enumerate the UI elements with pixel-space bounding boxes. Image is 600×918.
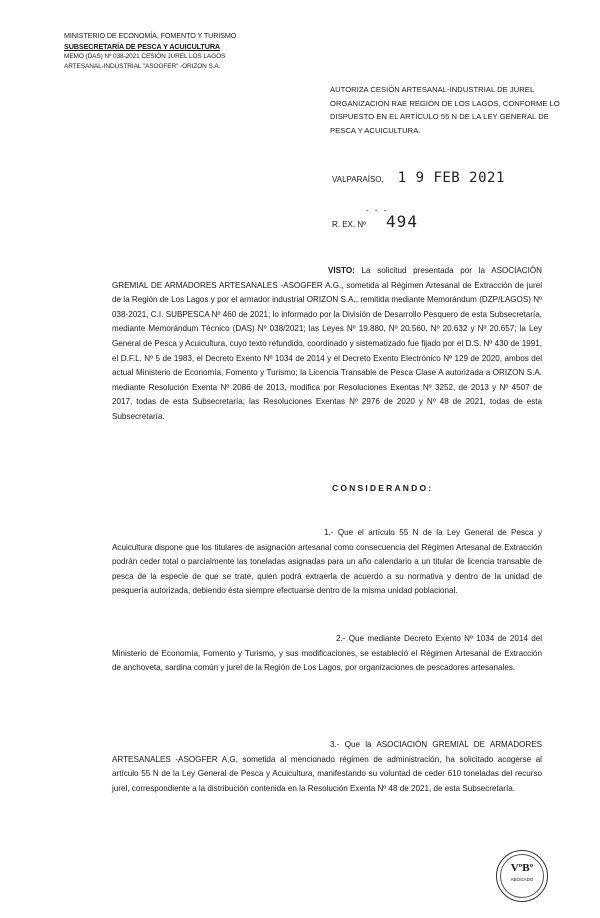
date-stamp: 1 9 FEB 2021 <box>397 170 505 186</box>
seal-subtext: ABOGADO <box>510 877 534 882</box>
date-line <box>332 170 505 186</box>
subsecretaria-name: SUBSECRETARÍA DE PESCA Y ACUICULTURA <box>64 42 220 51</box>
seal-vb-text: VºBº <box>510 862 534 874</box>
considerando-paragraph-2: 2.- Que mediante Decreto Exento Nº 1034 de 2014 del Ministerio de Economía, Fomento y Turismo, y sus modificaciones, se estableció el Régimen Artesanal de Extracción de anchoveta, sardina común y jurel de la Región de Los Lagos, por organizaciones de pescadores artesanales. <box>112 634 542 673</box>
visto-text: La solicitud presentada por la ASOCIACIÓN GREMIAL DE ARMADORES ARTESANALES -ASOGFER A.G., sometida al Régimen Artesanal de Extracción de jurel de la Región de Los Lagos y por el armador industrial ORIZON S.A., remitida mediante Memorándum (DZP/LAGOS) Nº 038-2021, C.I. SUBPESCA Nº 460 de 2021; lo informado por la División de Desarrollo Pesquero de esta Subsecretaría, mediante Memorándum Técnico (DAS) Nº 038/2021; las Leyes Nº 19.880, Nº 20.560, Nº 20.632 y Nº 20.657; la Ley General de Pesca y Acuicultura, cuyo texto refundido, coordinado y sistematizado fue fijado por el D.S. Nº 430 de 1991, el D.F.L. Nº 5 de 1983, el Decreto Exento Nº 1034 de 2014 y el Decreto Exento Electrónico Nº 129 de 2020, ambos del actual Ministerio de Economía, Fomento y Turismo; la Licencia Transable de Pesca Clase A autorizada a ORIZON S.A. mediante Resolución Exenta Nº 2086 de 2013, modifica por Resoluciones Exentas Nº 3252, de 2013 y Nº 4507 de 2017, todas de esta Subsecretaría; las Resoluciones Exentas Nº 2976 de 2020 y Nº 48 de 2021, todas de esta Subsecretaría. <box>112 266 543 421</box>
visto-label: VISTO: <box>328 266 355 275</box>
resolution-dashes: - - - <box>366 206 389 215</box>
memo-reference-line-2: ARTESANAL-INDUSTRIAL "ASOGFER" -ORIZON S.A. <box>64 63 221 70</box>
considerando-heading: CONSIDERANDO: <box>332 483 434 493</box>
approval-seal <box>496 850 548 902</box>
resolution-number: 494 <box>386 212 418 231</box>
visto-paragraph <box>112 264 542 425</box>
resolution-number-line <box>332 212 418 231</box>
resolution-label: R. EX. Nº <box>332 220 367 229</box>
letterhead <box>64 30 314 72</box>
resolution-subject: AUTORIZA CESIÓN ARTESANAL-INDUSTRIAL DE JUREL ORGANIZACIÓN RAE REGIÓN DE LOS LAGOS, CONFORME LO DISPUESTO EN EL ARTÍCULO 55 N DE LA LEY GENERAL DE PESCA Y ACUICULTURA. <box>330 85 560 135</box>
considerando-paragraph-3: 3.- Que la ASOCIACIÓN GREMIAL DE ARMADORES ARTESANALES -ASOGFER A.G, sometida al mencionado régimen de administración, ha solicitado acogerse al artículo 55 N de la Ley General de Pesca y Acuicultura, manifestando su voluntad de ceder 610 toneladas del recurso jurel, correspondiente a la distribución contenida en la Resolución Exenta Nº 48 de 2021, de esta Subsecretaría. <box>112 740 542 793</box>
considerando-paragraph-1: 1.- Que el artículo 55 N de la Ley General de Pesca y Acuicultura dispone que los titulares de asignación artesanal como consecuencia del Régimen Artesanal de Extracción podrán ceder total o parcialmente las toneladas asignadas para un año calendario a un titular de licencia transable de pesca de la especie de que se trate, quien podrá extraerla de acuerdo a su normativa y dentro de la unidad de pesquería autorizada, debiendo ésta siempre efectuarse dentro de la misma unidad poblacional. <box>112 528 542 596</box>
memo-reference-line-1: MEMO (DAS) Nº 038-2021 CESIÓN JUREL LOS LAGOS <box>64 53 226 60</box>
ministry-name: MINISTERIO DE ECONOMÍA, FOMENTO Y TURISMO <box>64 31 237 40</box>
date-place: VALPARAÍSO, <box>332 175 384 184</box>
